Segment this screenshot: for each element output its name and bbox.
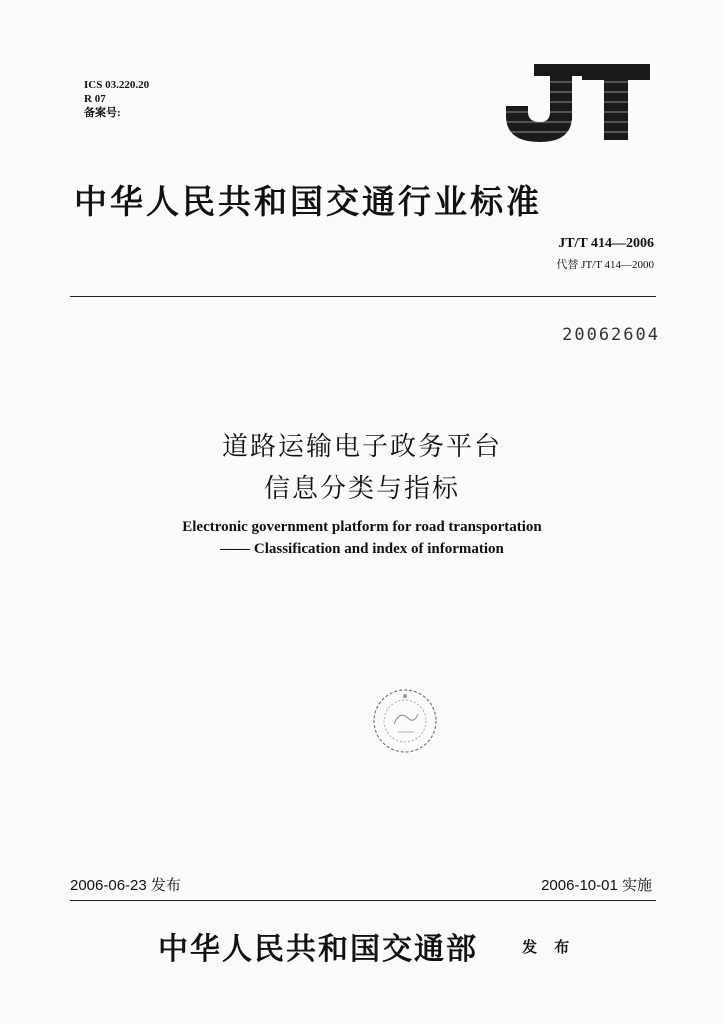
english-title-line2: —— Classification and index of information (220, 541, 504, 557)
stamp-number: 20062604 (562, 325, 660, 345)
category-code: R 07 (84, 93, 106, 105)
standard-code: JT/T 414—2006 (558, 236, 654, 251)
implementation-date: 2006-10-01 实施 (541, 877, 652, 894)
standard-type-title: 中华人民共和国交通行业标准 (74, 182, 542, 221)
standard-code-block (556, 236, 654, 272)
english-title-line1: Electronic government platform for road transportation (182, 519, 542, 535)
record-number-label: 备案号: (84, 107, 121, 119)
chinese-title-line2: 信息分类与指标 (263, 474, 460, 504)
ics-code: ICS 03.220.20 (84, 79, 150, 91)
publish-label: 发 布 (522, 938, 576, 956)
bottom-divider (70, 900, 656, 901)
publisher-name: 中华人民共和国交通部 (158, 932, 478, 967)
issue-date: 2006-06-23 发布 (70, 877, 181, 894)
library-seal-stamp (370, 684, 440, 756)
top-divider (70, 296, 656, 297)
chinese-title-line1: 道路运输电子政务平台 (221, 432, 502, 462)
replaced-standard: 代替 JT/T 414—2000 (556, 259, 654, 271)
jt-logo (504, 58, 654, 142)
document-metadata (84, 78, 149, 120)
